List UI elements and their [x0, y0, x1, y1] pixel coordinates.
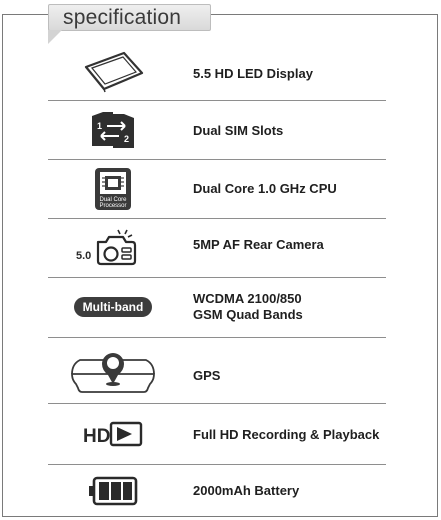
- svg-text:Dual Core: Dual Core: [99, 197, 127, 203]
- spec-label: Dual Core 1.0 GHz CPU: [193, 181, 337, 196]
- svg-text:1: 1: [97, 121, 103, 131]
- display-icon: [48, 44, 178, 100]
- svg-text:5.0: 5.0: [76, 250, 92, 262]
- battery-icon: [48, 465, 178, 517]
- hd-video-icon: [48, 404, 178, 464]
- tab-pointer: [48, 30, 62, 44]
- spec-row-processor: [48, 160, 386, 218]
- spec-label: Dual SIM Slots: [193, 123, 284, 138]
- processor-icon: [48, 160, 178, 218]
- gps-icon: [48, 338, 178, 404]
- spec-label: GPS: [193, 368, 221, 383]
- svg-text:2: 2: [124, 134, 130, 144]
- spec-row-dual-sim: [48, 101, 386, 159]
- camera-icon: [48, 219, 178, 277]
- svg-text:HD: HD: [83, 426, 111, 447]
- spec-row-hd-video: [48, 404, 386, 464]
- spec-label: 2000mAh Battery: [193, 483, 300, 498]
- spec-label: WCDMA 2100/850 GSM Quad Bands: [193, 291, 303, 322]
- spec-tab-label: specification: [63, 6, 182, 29]
- multi-band-badge: Multi-band: [48, 278, 178, 336]
- spec-row-camera: [48, 219, 386, 277]
- spec-row-battery: [48, 465, 386, 517]
- spec-label: Full HD Recording & Playback: [193, 427, 380, 442]
- dual-sim-icon: [48, 101, 178, 159]
- spec-row-display: [48, 44, 386, 100]
- spec-row-network: [48, 278, 386, 336]
- spec-tab: [48, 4, 211, 31]
- spec-row-gps: [48, 338, 386, 404]
- spec-label: 5MP AF Rear Camera: [193, 237, 324, 252]
- spec-label: 5.5 HD LED Display: [193, 66, 313, 81]
- svg-text:Processor: Processor: [99, 203, 127, 209]
